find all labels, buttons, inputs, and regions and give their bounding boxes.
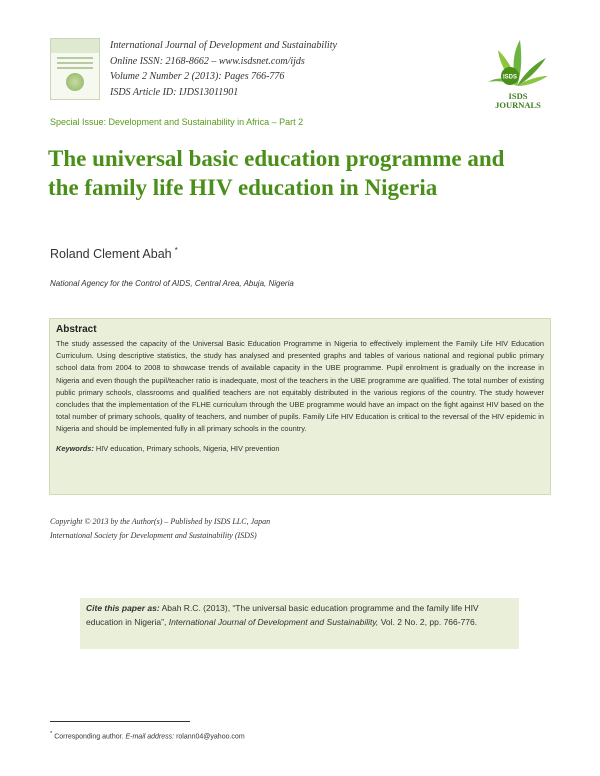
journal-info — [110, 38, 490, 100]
paper-title: The universal basic education programme and the family life HIV education in Nigeria — [48, 146, 505, 200]
footnote-email-label: E-mail address: — [125, 733, 175, 741]
citation-box — [80, 598, 519, 649]
journal-article-id: ISDS Article ID: IJDS13011901 — [110, 86, 239, 98]
special-issue-label: Special Issue: Development and Sustainability in Africa – Part 2 — [50, 117, 304, 127]
keywords-label: Keywords: — [56, 443, 94, 453]
footnote-divider — [50, 721, 190, 722]
journal-volume: Volume 2 Number 2 (2013): Pages 766-776 — [110, 71, 285, 82]
author-affiliation: National Agency for the Control of AIDS, Central Area, Abuja, Nigeria — [50, 279, 294, 288]
keywords-list: HIV education, Primary schools, Nigeria, HIV prevention — [95, 443, 280, 453]
copyright-line-2: International Society for Development and Sustainability (ISDS) — [50, 530, 257, 540]
journal-name: International Journal of Development and Sustainability — [110, 40, 337, 51]
abstract-heading: Abstract — [56, 324, 97, 335]
logo-text — [478, 92, 558, 110]
abstract-text: The study assessed the capacity of the Universal Basic Education Programme in Nigeria to effectively implement the Family Life HIV Education Curriculum. Using descriptive statistics, the study has analysed and presented graphs and tables of various national and regional public primary school data from 2004 to 2008 to showcase trends of available capacity in the UBE programme. Pupil enrolment is gradually on the increase in Nigeria and even though the pupil/teacher ratio is inadequate, most of the teachers in the UBE programme are qualified. The total number of existing public primary schools, classrooms and qualified teachers are not equitably distributed in the various regions of the country. The study however concludes that the implementation of the FLHE curriculum through the UBE programme would have an impact on the fight against HIV based on the total number of primary schools, quality of teachers, and number of pupils. Family Life HIV Education is critical to the reversal of the HIV epidemic in Nigeria and should be implemented fully in all primary schools in the country. — [56, 339, 544, 434]
journal-cover-thumbnail — [50, 38, 100, 100]
footnote-marker: * — [50, 731, 53, 737]
footnote-email: rolann04@yahoo.com — [176, 733, 245, 741]
citation-journal: International Journal of Development and Sustainability, — [168, 616, 379, 627]
copyright-notice — [50, 515, 270, 542]
logo-text-journals: JOURNALS — [495, 100, 541, 110]
footnote — [50, 731, 245, 740]
citation-text: Abah R.C. (2013), “The universal basic education programme and the family life HIV education in Nigeria”, — [86, 603, 479, 627]
author-line — [50, 246, 178, 261]
logo-inner-text: ISDS — [502, 74, 518, 81]
author-name: Roland Clement Abah — [50, 247, 172, 262]
keywords-line — [56, 443, 544, 455]
footnote-text: Corresponding author. — [54, 733, 124, 741]
journal-issn: Online ISSN: 2168-8662 – www.isdsnet.com/ijds — [110, 55, 305, 67]
citation-label: Cite this paper as: — [86, 603, 160, 613]
copyright-line-1: Copyright © 2013 by the Author(s) – Published by ISDS LLC, Japan — [50, 517, 271, 526]
author-marker: * — [174, 246, 178, 255]
abstract-box — [49, 318, 551, 495]
logo-text-isds: ISDS — [508, 91, 528, 101]
citation-volume: Vol. 2 No. 2, pp. 766-776. — [380, 616, 478, 627]
